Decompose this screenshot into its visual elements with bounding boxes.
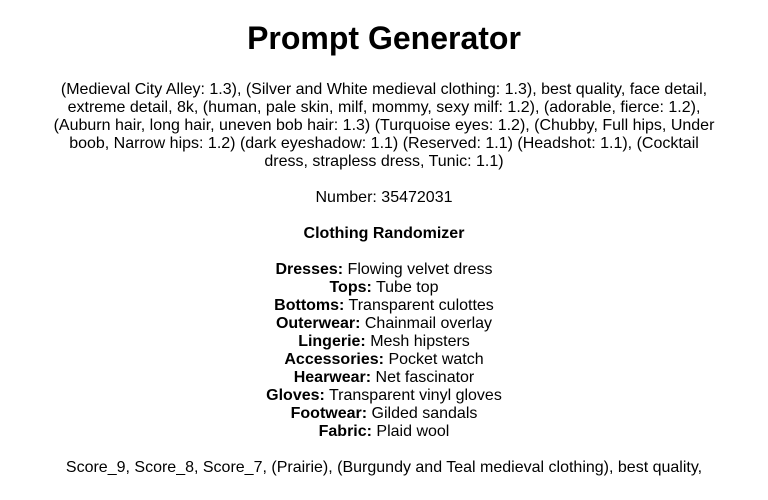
clothing-value: Chainmail overlay xyxy=(364,315,493,332)
clothing-value: Net fascinator xyxy=(375,369,475,386)
page-content xyxy=(0,20,768,477)
clothing-item-fabric xyxy=(52,423,716,441)
clothing-item-hearwear xyxy=(52,369,716,387)
clothing-item-tops xyxy=(52,279,716,297)
clothing-label: Fabric: xyxy=(318,423,372,440)
clothing-value: Tube top xyxy=(375,279,439,296)
clothing-item-bottoms xyxy=(52,297,716,315)
generated-prompt: (Medieval City Alley: 1.3), (Silver and White medieval clothing: 1.3), best quality, face detail, extreme detail, 8k, (human, pale skin, milf, mommy, sexy milf: 1.2), (adorable, fierce: 1.2), (Auburn hair, long hair, uneven bob hair: 1.3) (Turquoise eyes: 1.2), (Chubby, Full hips, Under boob, Narrow hips: 1.2) (dark eyeshadow: 1.1) (Reserved: 1.1) (Headshot: 1.1), (Cocktail dress, strapless dress, Tunic: 1.1) xyxy=(53,81,715,170)
clothing-value: Flowing velvet dress xyxy=(347,261,493,278)
clothing-value: Pocket watch xyxy=(388,351,484,368)
second-prompt: Score_9, Score_8, Score_7, (Prairie), (Burgundy and Teal medieval clothing), best quality, xyxy=(65,459,703,476)
prompt-number: Number: 35472031 xyxy=(315,189,453,206)
clothing-value: Transparent vinyl gloves xyxy=(329,387,502,404)
page-title: Prompt Generator xyxy=(247,20,521,56)
clothing-label: Outerwear: xyxy=(275,315,361,332)
clothing-label: Accessories: xyxy=(284,351,384,368)
clothing-label: Tops: xyxy=(329,279,372,296)
clothing-item-outerwear xyxy=(52,315,716,333)
clothing-value: Plaid wool xyxy=(376,423,450,440)
clothing-item-gloves xyxy=(52,387,716,405)
clothing-label: Hearwear: xyxy=(293,369,372,386)
clothing-value: Transparent culottes xyxy=(348,297,494,314)
clothing-item-dresses xyxy=(52,261,716,279)
clothing-item-accessories xyxy=(52,351,716,369)
clothing-label: Dresses: xyxy=(275,261,344,278)
clothing-item-footwear xyxy=(52,405,716,423)
clothing-value: Mesh hipsters xyxy=(370,333,470,350)
clothing-label: Gloves: xyxy=(266,387,325,404)
clothing-label: Footwear: xyxy=(290,405,368,422)
clothing-label: Bottoms: xyxy=(274,297,345,314)
clothing-heading: Clothing Randomizer xyxy=(303,225,465,242)
clothing-list xyxy=(52,261,716,441)
clothing-item-lingerie xyxy=(52,333,716,351)
clothing-label: Lingerie: xyxy=(298,333,366,350)
clothing-value: Gilded sandals xyxy=(371,405,478,422)
